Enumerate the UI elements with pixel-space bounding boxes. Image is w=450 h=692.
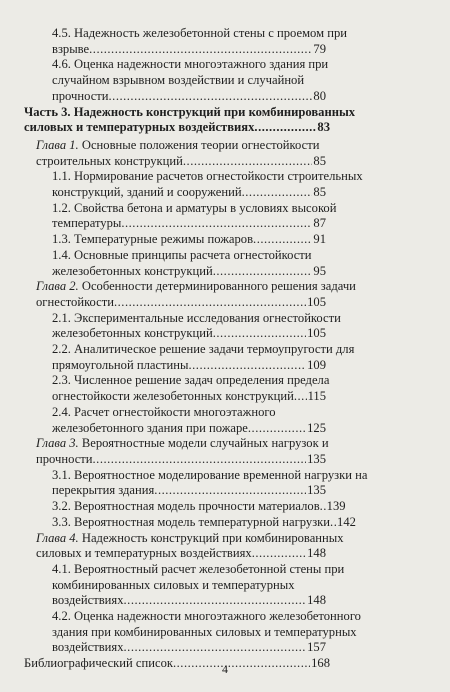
toc-entry-text: [52, 201, 336, 215]
toc-entry[interactable]: [0, 105, 450, 136]
dot-leader: [124, 640, 307, 656]
toc-entry-line: [52, 57, 329, 73]
toc-entry-title: Часть 3. Надежность конструкций при комбинированных: [24, 104, 356, 119]
toc-entry-title: 2.2. Аналитическое решение задачи термоупругости для: [52, 342, 355, 357]
toc-entry-line: [52, 561, 345, 578]
toc-entry[interactable]: [0, 436, 450, 467]
toc-entry-title: Надежность конструкций при комбинированных: [78, 530, 344, 545]
toc-entry-title: конструкций, зданий и сооружений: [52, 185, 242, 200]
toc-entry-title: 4.1. Вероятностный расчет железобетонной стены при: [52, 561, 345, 576]
toc-entry[interactable]: [0, 201, 450, 232]
toc-entry-line: [52, 421, 326, 437]
dot-leader: [248, 421, 306, 437]
toc-entry-title: прямоугольной пластины: [52, 357, 189, 372]
toc-page-number: 135: [307, 483, 326, 498]
toc-entry-line: [52, 358, 326, 374]
toc-entry-title: взрыве: [52, 41, 90, 56]
dot-leader: [114, 295, 306, 311]
toc-entry-line: [52, 499, 346, 515]
toc-entry-title: 3.3. Вероятностная модель температурной нагрузки: [52, 514, 331, 529]
toc-entry-text: [52, 625, 357, 639]
dot-leader: [254, 120, 316, 136]
toc-page-number: 87: [313, 216, 326, 231]
toc-entry[interactable]: [0, 26, 450, 57]
toc-page-number: 125: [307, 420, 326, 435]
toc-entry-title: железобетонных конструкций: [52, 263, 213, 278]
toc-entry-title: случайном взрывном воздействии и случайной: [52, 73, 305, 88]
toc-entry-title: здания при комбинированных силовых и температурных: [52, 624, 357, 639]
toc-entry-line: [52, 310, 341, 327]
page-number: 4: [222, 662, 228, 676]
toc-page-number: 105: [307, 294, 326, 309]
toc-entry[interactable]: [0, 138, 450, 169]
toc-entry-line: [52, 373, 330, 389]
dot-leader: [294, 389, 307, 405]
toc-page-number: 168: [311, 656, 330, 671]
toc-entry-text: [52, 169, 363, 183]
toc-entry-text: [52, 640, 124, 656]
toc-entry-line: [36, 452, 326, 468]
toc-entry-text: [52, 185, 242, 201]
toc-entry-line: [52, 593, 326, 609]
table-of-contents: [0, 26, 450, 672]
toc-page-number: 157: [307, 640, 326, 655]
toc-entry[interactable]: [0, 342, 450, 373]
toc-entry-title: строительных конструкций: [36, 153, 183, 168]
toc-entry[interactable]: [0, 169, 450, 200]
toc-entry-line: [52, 73, 326, 89]
toc-entry-title: температуры: [52, 216, 122, 231]
dot-leader: [252, 546, 306, 562]
toc-entry-line: [36, 295, 326, 311]
toc-entry-text: [36, 154, 183, 170]
toc-entry-title: 3.2. Вероятностная модель прочности материалов: [52, 499, 320, 514]
toc-entry-title: 1.2. Свойства бетона и арматуры в условиях высокой: [52, 200, 337, 215]
toc-entry-line: [52, 389, 326, 405]
toc-entry[interactable]: [0, 609, 450, 656]
toc-entry[interactable]: [0, 232, 450, 248]
toc-entry[interactable]: [0, 405, 450, 436]
toc-entry-line: [36, 138, 326, 154]
toc-entry-text: [52, 264, 213, 280]
toc-entry-title: железобетонных конструкций: [52, 326, 213, 341]
toc-entry-title: Особенности детерминированного решения задачи: [78, 279, 356, 294]
toc-entry-text: [36, 279, 356, 293]
dot-leader: [189, 358, 307, 374]
toc-entry[interactable]: [0, 279, 450, 310]
toc-entry-text: [52, 389, 294, 405]
toc-entry-text: [36, 452, 93, 468]
toc-entry-text: [52, 73, 304, 87]
toc-page-number: 148: [307, 546, 326, 561]
toc-entry-title: 2.4. Расчет огнестойкости многоэтажного: [52, 404, 276, 419]
toc-entry-text: [36, 546, 252, 562]
toc-entry-text: [52, 42, 89, 58]
toc-entry-line: [24, 120, 330, 136]
toc-entry[interactable]: [0, 515, 450, 531]
toc-entry-title: 1.3. Температурные режимы пожаров: [52, 232, 254, 247]
toc-page-number: 115: [307, 389, 326, 404]
toc-entry-line: [52, 216, 326, 232]
toc-entry-line: [36, 546, 326, 562]
dot-leader: [89, 42, 312, 58]
toc-entry-text: [52, 468, 367, 482]
dot-leader: [124, 593, 307, 609]
toc-entry-text: [52, 593, 124, 609]
toc-entry-text: [52, 499, 320, 515]
dot-leader: [121, 216, 312, 232]
toc-entry-text: [52, 421, 248, 437]
toc-entry-title: 4.2. Оценка надежности многоэтажного железобетонного: [52, 609, 361, 624]
toc-entry-line: [52, 185, 326, 201]
toc-page-number: 85: [313, 153, 326, 168]
toc-entry-title: огнестойкости: [36, 294, 114, 309]
toc-entry-line: [52, 342, 355, 358]
toc-entry-title: Библиографический список: [24, 656, 173, 671]
toc-entry-line: [52, 326, 326, 342]
toc-entry-line: [36, 530, 344, 547]
toc-entry-line: [36, 279, 356, 295]
toc-entry[interactable]: [0, 531, 450, 562]
toc-page-number: 148: [307, 593, 326, 608]
toc-entry-text: [52, 373, 329, 387]
toc-entry[interactable]: [0, 373, 450, 404]
toc-entry-text: [52, 483, 154, 499]
toc-entry-text: [24, 105, 355, 119]
toc-entry-text: [52, 358, 189, 374]
toc-page-number: 79: [313, 41, 326, 56]
toc-entry-title: 2.3. Численное решение задач определения предела: [52, 373, 330, 388]
toc-entry-title: перекрытия здания: [52, 483, 155, 498]
toc-entry-text: [36, 436, 329, 450]
toc-entry-line: [52, 640, 326, 656]
toc-entry-text: [36, 138, 319, 152]
toc-entry-line: [52, 26, 348, 42]
toc-page-number: 83: [317, 120, 330, 135]
toc-page-number: 139: [326, 499, 346, 514]
toc-entry-text: [52, 562, 344, 576]
toc-entry-line: [52, 624, 357, 641]
toc-entry-title: Вероятностные модели случайных нагрузок и: [78, 436, 329, 451]
toc-entry[interactable]: [0, 468, 450, 499]
toc-entry-line: [52, 169, 363, 185]
toc-entry-line: [52, 200, 337, 217]
dot-leader: [93, 452, 307, 468]
toc-entry-text: [52, 248, 312, 262]
toc-page-number: 109: [307, 357, 326, 372]
toc-entry-line: [52, 89, 326, 105]
toc-entry-line: [52, 405, 326, 421]
toc-entry-text: [52, 311, 341, 325]
toc-page-number: 105: [307, 326, 326, 341]
dot-leader: [154, 483, 306, 499]
toc-page-number: 142: [337, 514, 356, 529]
toc-entry-text: [52, 89, 109, 105]
toc-entry-text: [52, 578, 295, 592]
toc-entry-line: [52, 264, 326, 280]
toc-entry-line: [52, 514, 356, 531]
toc-entry-title: прочности: [52, 88, 109, 103]
toc-entry-line: [52, 483, 326, 499]
chapter-label: Глава 3.: [36, 436, 79, 451]
toc-entry[interactable]: [0, 562, 450, 609]
toc-page-number: 135: [307, 451, 326, 466]
chapter-label: Глава 4.: [36, 530, 79, 545]
toc-entry-text: [52, 609, 361, 623]
toc-entry-line: [52, 248, 326, 264]
dot-leader: [183, 154, 313, 170]
toc-entry-line: [36, 436, 329, 452]
toc-entry-line: [52, 232, 326, 248]
dot-leader: [242, 185, 313, 201]
toc-entry-text: [24, 120, 254, 136]
toc-entry-title: железобетонного здания при пожаре: [52, 420, 248, 435]
toc-entry-title: 4.6. Оценка надежности многоэтажного здания при: [52, 57, 329, 72]
toc-entry-title: 1.4. Основные принципы расчета огнестойкости: [52, 247, 312, 262]
toc-entry-title: силовых и температурных воздействиях: [24, 120, 255, 135]
toc-entry-title: 4.5. Надежность железобетонной стены с проемом при: [52, 26, 348, 40]
toc-entry-line: [24, 104, 356, 121]
toc-entry-line: [52, 578, 326, 594]
chapter-label: Глава 1.: [36, 137, 79, 152]
toc-entry-title: Основные положения теории огнестойкости: [78, 137, 320, 152]
toc-entry[interactable]: [0, 311, 450, 342]
toc-entry-text: [52, 57, 328, 71]
toc-entry-text: [52, 232, 253, 248]
toc-entry-title: силовых и температурных воздействиях: [36, 546, 252, 561]
toc-entry-title: прочности: [36, 451, 93, 466]
toc-entry-title: 1.1. Нормирование расчетов огнестойкости строительных: [52, 169, 363, 184]
toc-page-number: 95: [313, 263, 326, 278]
toc-entry-text: [52, 26, 347, 40]
dot-leader: [109, 89, 313, 105]
toc-entry-line: [52, 609, 361, 625]
toc-entry-text: [52, 405, 276, 419]
toc-page-number: 80: [313, 88, 326, 103]
toc-entry-line: [36, 154, 326, 170]
toc-entry-text: [52, 216, 121, 232]
toc-entry-text: [36, 531, 344, 545]
toc-page-number: 91: [313, 232, 326, 247]
toc-entry-title: 2.1. Экспериментальные исследования огнестойкости: [52, 310, 341, 325]
toc-entry-title: воздействиях: [52, 640, 124, 655]
toc-entry-line: [52, 42, 326, 58]
dot-leader: [213, 326, 306, 342]
toc-entry-title: 3.1. Вероятностное моделирование временной нагрузки на: [52, 467, 368, 482]
toc-entry-text: [52, 515, 330, 531]
toc-entry-title: воздействиях: [52, 593, 124, 608]
toc-entry[interactable]: [0, 248, 450, 279]
toc-entry-title: огнестойкости железобетонных конструкций: [52, 389, 294, 404]
toc-entry-text: [52, 326, 213, 342]
toc-entry-line: [52, 467, 368, 484]
toc-entry-title: комбинированных силовых и температурных: [52, 577, 295, 592]
toc-entry-text: [36, 295, 114, 311]
chapter-label: Глава 2.: [36, 279, 79, 294]
toc-page-number: 85: [313, 185, 326, 200]
toc-entry-text: [52, 342, 354, 356]
toc-entry[interactable]: [0, 57, 450, 104]
dot-leader: [253, 232, 312, 248]
dot-leader: [213, 264, 313, 280]
toc-entry[interactable]: [0, 499, 450, 515]
